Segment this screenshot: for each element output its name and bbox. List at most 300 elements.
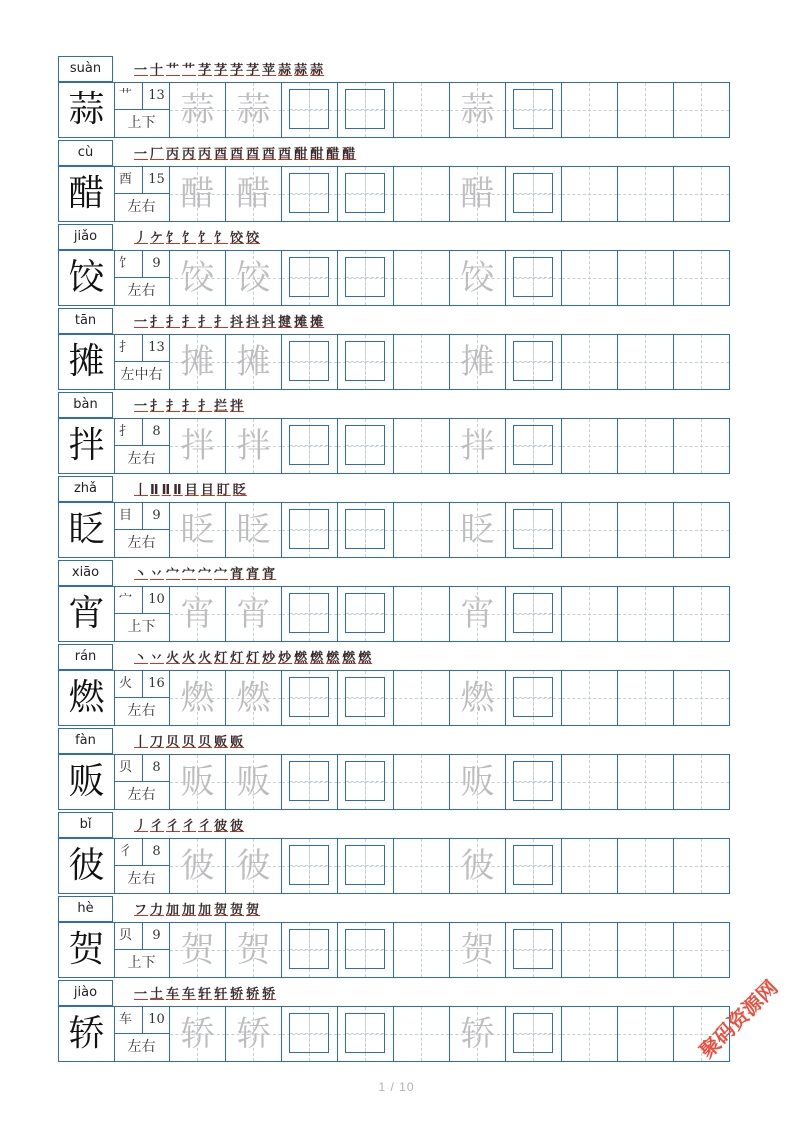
pinyin-row	[58, 140, 730, 166]
practice-cell[interactable]	[562, 167, 618, 221]
practice-cell[interactable]	[450, 1007, 506, 1061]
practice-cell[interactable]	[170, 503, 226, 557]
pinyin-row	[58, 476, 730, 502]
practice-cell[interactable]	[282, 251, 338, 305]
stroke-step: 丨	[134, 735, 149, 750]
guide-line	[674, 278, 729, 279]
pinyin-row	[58, 644, 730, 670]
guide-line	[618, 866, 673, 867]
practice-cell[interactable]	[562, 335, 618, 389]
stroke-step: 饺	[230, 231, 245, 246]
practice-cell[interactable]	[282, 1007, 338, 1061]
practice-cell[interactable]	[226, 335, 282, 389]
guide-line	[394, 194, 449, 195]
radical: 酉	[119, 172, 133, 187]
practice-cell[interactable]	[562, 419, 618, 473]
stroke-count: 9	[142, 251, 170, 277]
guide-line	[394, 1034, 449, 1035]
practice-cell[interactable]	[618, 923, 674, 977]
main-character: 眨	[59, 503, 115, 557]
practice-cell[interactable]	[450, 335, 506, 389]
inner-square	[289, 89, 329, 129]
practice-cell[interactable]	[338, 839, 394, 893]
stroke-step: 轿	[262, 987, 277, 1002]
guide-line	[674, 614, 729, 615]
practice-cell[interactable]	[170, 335, 226, 389]
practice-cell[interactable]	[562, 83, 618, 137]
inner-square	[289, 761, 329, 801]
guide-line	[562, 950, 617, 951]
guide-line	[562, 362, 617, 363]
practice-cell[interactable]	[450, 251, 506, 305]
practice-cell[interactable]	[506, 335, 562, 389]
pinyin-row	[58, 728, 730, 754]
inner-square	[513, 929, 553, 969]
guide-line	[562, 446, 617, 447]
guide-line	[618, 110, 673, 111]
structure: 上下	[114, 110, 170, 137]
stroke-step: 加	[166, 903, 181, 918]
practice-cell[interactable]	[562, 839, 618, 893]
structure: 左右	[114, 446, 170, 473]
radical: 饣	[119, 256, 133, 271]
practice-cell[interactable]	[618, 251, 674, 305]
trace-character: 蒜	[236, 90, 271, 130]
stroke-step: 摊	[310, 315, 325, 330]
stroke-step: 酉	[278, 147, 293, 162]
stroke-step: 丷	[150, 651, 165, 666]
practice-cell[interactable]	[618, 167, 674, 221]
character-entry	[58, 476, 730, 560]
stroke-step: 宵	[230, 567, 245, 582]
practice-cell[interactable]	[674, 335, 730, 389]
stroke-step: 揵	[278, 315, 293, 330]
practice-cell[interactable]	[618, 671, 674, 725]
practice-cell[interactable]	[170, 755, 226, 809]
writing-grid	[58, 250, 730, 306]
trace-character: 彼	[236, 846, 271, 886]
guide-line	[562, 614, 617, 615]
practice-cell[interactable]	[338, 671, 394, 725]
character-entry	[58, 224, 730, 308]
writing-grid	[58, 1006, 730, 1062]
pinyin: fàn	[58, 728, 113, 754]
practice-cell[interactable]	[394, 503, 450, 557]
stroke-order	[134, 899, 262, 921]
trace-character: 醋	[460, 174, 495, 214]
trace-character: 彼	[460, 846, 495, 886]
practice-cell[interactable]	[170, 923, 226, 977]
stroke-step: 蒜	[310, 63, 325, 78]
guide-line	[618, 194, 673, 195]
pinyin: bǐ	[58, 812, 113, 838]
practice-cell[interactable]	[226, 419, 282, 473]
stroke-step: 丙	[166, 147, 181, 162]
practice-cell[interactable]	[394, 335, 450, 389]
stroke-step: 贩	[214, 735, 229, 750]
guide-line	[674, 362, 729, 363]
stroke-step: 火	[182, 651, 197, 666]
stroke-step: 扌	[214, 315, 229, 330]
stroke-order	[134, 227, 262, 249]
inner-square	[513, 173, 553, 213]
practice-cell[interactable]	[674, 167, 730, 221]
practice-cell[interactable]	[674, 839, 730, 893]
stroke-count: 15	[142, 167, 170, 193]
practice-cell[interactable]	[338, 251, 394, 305]
practice-cell[interactable]	[394, 1007, 450, 1061]
practice-cell[interactable]	[338, 419, 394, 473]
main-character: 饺	[59, 251, 115, 305]
pinyin: hè	[58, 896, 113, 922]
pinyin: zhǎ	[58, 476, 113, 502]
stroke-step: 醋	[326, 147, 341, 162]
stroke-step: 燃	[342, 651, 357, 666]
main-character: 蒜	[59, 83, 115, 137]
radical: 扌	[119, 424, 133, 439]
radical-info	[114, 335, 170, 362]
practice-cell[interactable]	[226, 503, 282, 557]
stroke-order	[134, 731, 246, 753]
practice-cell[interactable]	[506, 1007, 562, 1061]
practice-cell[interactable]	[674, 923, 730, 977]
guide-line	[674, 446, 729, 447]
practice-cell[interactable]	[506, 923, 562, 977]
pinyin: jiǎo	[58, 224, 113, 250]
stroke-step: 蒜	[294, 63, 309, 78]
practice-cell[interactable]	[226, 83, 282, 137]
practice-cell[interactable]	[282, 923, 338, 977]
stroke-step: 饣	[182, 231, 197, 246]
trace-character: 醋	[180, 174, 215, 214]
guide-line	[674, 110, 729, 111]
practice-cell[interactable]	[282, 839, 338, 893]
practice-cell[interactable]	[338, 923, 394, 977]
practice-cell[interactable]	[562, 251, 618, 305]
practice-cell[interactable]	[506, 671, 562, 725]
practice-cell[interactable]	[394, 839, 450, 893]
trace-character: 贩	[180, 762, 215, 802]
stroke-step: 车	[166, 987, 181, 1002]
practice-cell[interactable]	[170, 839, 226, 893]
guide-line	[394, 362, 449, 363]
guide-line	[394, 698, 449, 699]
guide-line	[674, 194, 729, 195]
radical-info	[114, 671, 170, 698]
practice-cell[interactable]	[674, 251, 730, 305]
inner-square	[289, 509, 329, 549]
stroke-step: 轿	[230, 987, 245, 1002]
trace-character: 贩	[460, 762, 495, 802]
practice-cell[interactable]	[562, 503, 618, 557]
stroke-step: 燃	[310, 651, 325, 666]
stroke-step: Ⅱ	[161, 483, 172, 498]
guide-line	[674, 866, 729, 867]
inner-square	[513, 89, 553, 129]
guide-line	[618, 278, 673, 279]
practice-cell[interactable]	[394, 419, 450, 473]
guide-line	[394, 278, 449, 279]
main-character: 摊	[59, 335, 115, 389]
stroke-step: 丿	[134, 231, 149, 246]
practice-cell[interactable]	[226, 1007, 282, 1061]
stroke-count: 16	[142, 671, 170, 697]
practice-cell[interactable]	[170, 587, 226, 641]
inner-square	[513, 257, 553, 297]
practice-cell[interactable]	[338, 1007, 394, 1061]
practice-cell[interactable]	[394, 923, 450, 977]
inner-square	[513, 1013, 553, 1053]
guide-line	[618, 698, 673, 699]
stroke-order	[134, 563, 278, 585]
radical-info	[114, 1007, 170, 1034]
pinyin-row	[58, 812, 730, 838]
inner-square	[289, 845, 329, 885]
radical-info	[114, 755, 170, 782]
practice-cell[interactable]	[282, 671, 338, 725]
practice-cell[interactable]	[338, 335, 394, 389]
practice-cell[interactable]	[338, 167, 394, 221]
practice-cell[interactable]	[674, 671, 730, 725]
practice-cell[interactable]	[282, 587, 338, 641]
guide-line	[674, 782, 729, 783]
stroke-count: 9	[142, 503, 170, 529]
inner-square	[513, 593, 553, 633]
inner-square	[289, 1013, 329, 1053]
practice-cell[interactable]	[450, 755, 506, 809]
practice-cell[interactable]	[506, 503, 562, 557]
inner-square	[513, 761, 553, 801]
stroke-step: 厂	[150, 147, 165, 162]
stroke-step: 拌	[230, 399, 245, 414]
stroke-step: 彳	[182, 819, 197, 834]
practice-cell[interactable]	[282, 755, 338, 809]
stroke-count: 13	[142, 83, 170, 109]
practice-cell[interactable]	[674, 83, 730, 137]
practice-cell[interactable]	[394, 167, 450, 221]
practice-cell[interactable]	[506, 251, 562, 305]
trace-character: 眨	[180, 510, 215, 550]
inner-square	[345, 509, 385, 549]
character-entry	[58, 812, 730, 896]
stroke-step: 燃	[326, 651, 341, 666]
stroke-step: 轩	[214, 987, 229, 1002]
practice-cell[interactable]	[506, 419, 562, 473]
practice-cell[interactable]	[618, 587, 674, 641]
practice-cell[interactable]	[226, 923, 282, 977]
structure: 左右	[114, 278, 170, 305]
stroke-step: Ⅱ	[173, 483, 183, 498]
main-character: 彼	[59, 839, 115, 893]
stroke-step: 宀	[166, 567, 181, 582]
pinyin-row	[58, 224, 730, 250]
practice-cell[interactable]	[618, 335, 674, 389]
practice-cell[interactable]	[338, 503, 394, 557]
practice-cell[interactable]	[282, 335, 338, 389]
practice-cell[interactable]	[506, 167, 562, 221]
guide-line	[562, 782, 617, 783]
character-entry	[58, 308, 730, 392]
radical: 宀	[119, 592, 133, 607]
practice-cell[interactable]	[394, 755, 450, 809]
stroke-step: 芓	[214, 63, 229, 78]
practice-cell[interactable]	[394, 83, 450, 137]
practice-cell[interactable]	[226, 587, 282, 641]
practice-cell[interactable]	[618, 839, 674, 893]
writing-grid	[58, 838, 730, 894]
practice-cell[interactable]	[226, 671, 282, 725]
guide-line	[394, 866, 449, 867]
writing-grid	[58, 334, 730, 390]
practice-cell[interactable]	[338, 587, 394, 641]
practice-cell[interactable]	[338, 755, 394, 809]
practice-cell[interactable]	[170, 251, 226, 305]
main-character: 宵	[59, 587, 115, 641]
practice-cell[interactable]	[618, 83, 674, 137]
radical-info	[114, 167, 170, 194]
practice-sheet	[58, 56, 730, 1064]
practice-cell[interactable]	[394, 671, 450, 725]
stroke-step: 抖	[246, 315, 261, 330]
practice-cell[interactable]	[450, 503, 506, 557]
practice-cell[interactable]	[618, 503, 674, 557]
character-entry	[58, 896, 730, 980]
practice-cell[interactable]	[562, 671, 618, 725]
stroke-step: 抖	[262, 315, 277, 330]
practice-cell[interactable]	[450, 587, 506, 641]
pinyin-row	[58, 392, 730, 418]
inner-square	[345, 89, 385, 129]
stroke-step: 目	[184, 483, 199, 498]
character-entry	[58, 644, 730, 728]
radical-info	[114, 503, 170, 530]
stroke-step: 贺	[230, 903, 245, 918]
practice-cell[interactable]	[562, 587, 618, 641]
stroke-step: 燃	[294, 651, 309, 666]
practice-cell[interactable]	[450, 923, 506, 977]
practice-cell[interactable]	[506, 587, 562, 641]
writing-grid	[58, 502, 730, 558]
trace-character: 摊	[460, 342, 495, 382]
stroke-step: 扌	[166, 399, 181, 414]
practice-cell[interactable]	[618, 419, 674, 473]
guide-line	[394, 446, 449, 447]
inner-square	[289, 173, 329, 213]
stroke-step: 目	[200, 483, 215, 498]
main-character: 贩	[59, 755, 115, 809]
practice-cell[interactable]	[450, 419, 506, 473]
practice-cell[interactable]	[170, 83, 226, 137]
stroke-step: 艹	[166, 63, 181, 78]
character-entry	[58, 728, 730, 812]
stroke-step: 艹	[182, 63, 197, 78]
practice-cell[interactable]	[674, 419, 730, 473]
practice-cell[interactable]	[226, 251, 282, 305]
practice-cell[interactable]	[226, 167, 282, 221]
stroke-order	[134, 59, 326, 81]
pinyin: tān	[58, 308, 113, 334]
practice-cell[interactable]	[450, 839, 506, 893]
practice-cell[interactable]	[226, 839, 282, 893]
stroke-step: 扌	[182, 315, 197, 330]
practice-cell[interactable]	[562, 755, 618, 809]
writing-grid	[58, 754, 730, 810]
trace-character: 宵	[180, 594, 215, 634]
practice-cell[interactable]	[618, 755, 674, 809]
stroke-step: 宀	[198, 567, 213, 582]
trace-character: 贺	[460, 930, 495, 970]
practice-cell[interactable]	[226, 755, 282, 809]
practice-cell[interactable]	[506, 83, 562, 137]
radical: 彳	[119, 844, 133, 859]
trace-character: 摊	[236, 342, 271, 382]
practice-cell[interactable]	[674, 503, 730, 557]
stroke-step: 贺	[246, 903, 261, 918]
stroke-step: フ	[134, 903, 149, 918]
practice-cell[interactable]	[450, 671, 506, 725]
practice-cell[interactable]	[170, 1007, 226, 1061]
pinyin: cù	[58, 140, 113, 166]
stroke-step: 丙	[182, 147, 197, 162]
practice-cell[interactable]	[282, 503, 338, 557]
stroke-step: 苹	[262, 63, 277, 78]
inner-square	[513, 341, 553, 381]
practice-cell[interactable]	[506, 839, 562, 893]
stroke-step: 加	[198, 903, 213, 918]
main-character: 贺	[59, 923, 115, 977]
inner-square	[513, 845, 553, 885]
stroke-step: 彳	[166, 819, 181, 834]
practice-cell[interactable]	[282, 83, 338, 137]
practice-cell[interactable]	[282, 419, 338, 473]
stroke-step: 土	[150, 987, 165, 1002]
pinyin: bàn	[58, 392, 113, 418]
practice-cell[interactable]	[674, 587, 730, 641]
practice-cell[interactable]	[394, 251, 450, 305]
guide-line	[394, 614, 449, 615]
guide-line	[618, 782, 673, 783]
pinyin-row	[58, 980, 730, 1006]
practice-cell[interactable]	[450, 83, 506, 137]
practice-cell[interactable]	[394, 587, 450, 641]
practice-cell[interactable]	[170, 167, 226, 221]
practice-cell[interactable]	[282, 167, 338, 221]
guide-line	[394, 950, 449, 951]
practice-cell[interactable]	[674, 755, 730, 809]
practice-cell[interactable]	[506, 755, 562, 809]
radical: 目	[119, 508, 133, 523]
radical: 扌	[119, 340, 133, 355]
trace-character: 拌	[460, 426, 495, 466]
stroke-step: 贺	[214, 903, 229, 918]
stroke-step: 彼	[214, 819, 229, 834]
practice-cell[interactable]	[170, 671, 226, 725]
stroke-step: 摊	[294, 315, 309, 330]
practice-cell[interactable]	[338, 83, 394, 137]
pinyin-row	[58, 560, 730, 586]
practice-cell[interactable]	[618, 1007, 674, 1061]
practice-cell[interactable]	[450, 167, 506, 221]
inner-square	[513, 425, 553, 465]
stroke-step: 贩	[230, 735, 245, 750]
stroke-step: 灯	[230, 651, 245, 666]
practice-cell[interactable]	[562, 923, 618, 977]
practice-cell[interactable]	[562, 1007, 618, 1061]
practice-cell[interactable]	[170, 419, 226, 473]
trace-character: 宵	[236, 594, 271, 634]
guide-line	[394, 110, 449, 111]
stroke-step: 饣	[166, 231, 181, 246]
